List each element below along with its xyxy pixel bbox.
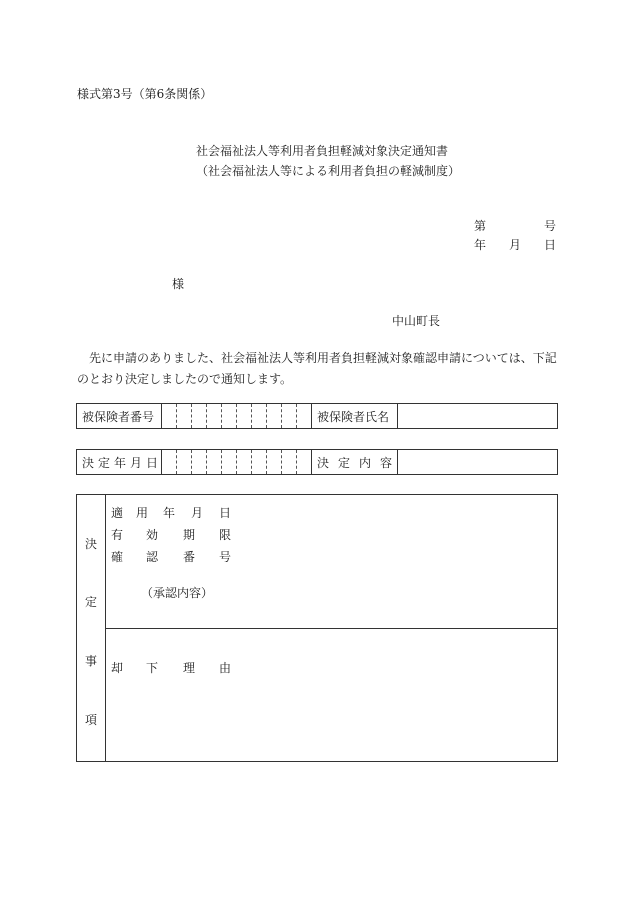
apply-date-char: 適 bbox=[111, 506, 124, 520]
document-title bbox=[196, 141, 460, 181]
insured-number-digit-box[interactable] bbox=[252, 404, 267, 429]
addressee: 様 bbox=[172, 277, 185, 291]
validity-char: 効 bbox=[146, 528, 159, 542]
apply-date-char: 用 bbox=[136, 506, 149, 520]
insured-number-digit-box[interactable] bbox=[222, 404, 237, 429]
side-label-char: 決 bbox=[84, 537, 97, 551]
insured-number-digit-box[interactable] bbox=[177, 404, 192, 429]
decision-date-digit-box[interactable] bbox=[252, 450, 267, 475]
insured-name-label: 被保険者氏名 bbox=[312, 404, 398, 429]
title-line-1: 社会福祉法人等利用者負担軽減対象決定通知書 bbox=[196, 144, 449, 158]
validity-char: 有 bbox=[111, 528, 124, 542]
insured-number-digit-box[interactable] bbox=[192, 404, 207, 429]
side-label-char: 定 bbox=[84, 595, 97, 609]
apply-date-char: 日 bbox=[219, 506, 232, 520]
decision-date-digit-box[interactable] bbox=[192, 450, 207, 475]
date-day: 日 bbox=[544, 238, 557, 252]
rejection-reason-char: 理 bbox=[183, 661, 196, 675]
number-prefix: 第 bbox=[474, 219, 487, 233]
issuer-name: 中山町長 bbox=[392, 314, 441, 328]
side-label-char: 項 bbox=[84, 713, 97, 727]
rejection-reason-char: 由 bbox=[219, 661, 232, 675]
approval-content-label: （承認内容） bbox=[141, 586, 214, 600]
side-label-char: 事 bbox=[84, 654, 97, 668]
date-month: 月 bbox=[509, 238, 522, 252]
decision-divider bbox=[105, 628, 557, 629]
notice-body-content: 先に申請のありました、社会福祉法人等利用者負担軽減対象確認申請については、下記のとおり決定しましたので通知します。 bbox=[77, 351, 557, 386]
insured-number-digit-box[interactable] bbox=[207, 404, 222, 429]
decision-date-digit-box[interactable] bbox=[297, 450, 312, 475]
title-line-2: （社会福祉法人等による利用者負担の軽減制度） bbox=[196, 164, 461, 178]
insured-info-table bbox=[76, 403, 558, 429]
validity-char: 限 bbox=[219, 528, 232, 542]
insured-number-label: 被保険者番号 bbox=[77, 404, 162, 429]
confirm-number-char: 号 bbox=[219, 550, 232, 564]
insured-name-field[interactable] bbox=[398, 404, 558, 429]
apply-date-char: 年 bbox=[163, 506, 176, 520]
confirm-number-char: 確 bbox=[111, 550, 124, 564]
decision-date-digit-box[interactable] bbox=[282, 450, 297, 475]
decision-matters-box bbox=[76, 494, 558, 762]
decision-date-digit-box[interactable] bbox=[267, 450, 282, 475]
decision-info-table bbox=[76, 449, 558, 475]
decision-date-digit-box[interactable] bbox=[207, 450, 222, 475]
decision-date-digit-box[interactable] bbox=[237, 450, 252, 475]
decision-date-digit-box[interactable] bbox=[162, 450, 177, 475]
number-suffix: 号 bbox=[544, 219, 557, 233]
insured-number-digit-box[interactable] bbox=[282, 404, 297, 429]
insured-number-digit-box[interactable] bbox=[297, 404, 312, 429]
confirm-number-char: 番 bbox=[183, 550, 196, 564]
rejection-reason-char: 却 bbox=[111, 661, 124, 675]
decision-content-label: 決定内容 bbox=[312, 450, 398, 475]
apply-date-char: 月 bbox=[191, 506, 204, 520]
decision-side-label bbox=[77, 495, 106, 761]
rejection-reason-char: 下 bbox=[146, 661, 159, 675]
date-year: 年 bbox=[474, 238, 487, 252]
decision-date-label: 決定年月日 bbox=[77, 450, 162, 475]
validity-char: 期 bbox=[183, 528, 196, 542]
insured-number-digit-box[interactable] bbox=[237, 404, 252, 429]
decision-date-digit-box[interactable] bbox=[177, 450, 192, 475]
form-number: 様式第3号（第6条関係） bbox=[77, 87, 213, 101]
insured-number-digit-box[interactable] bbox=[267, 404, 282, 429]
insured-number-digit-box[interactable] bbox=[162, 404, 177, 429]
notice-body-text bbox=[77, 348, 557, 390]
confirm-number-char: 認 bbox=[146, 550, 159, 564]
decision-date-digit-box[interactable] bbox=[222, 450, 237, 475]
decision-content-field[interactable] bbox=[398, 450, 558, 475]
